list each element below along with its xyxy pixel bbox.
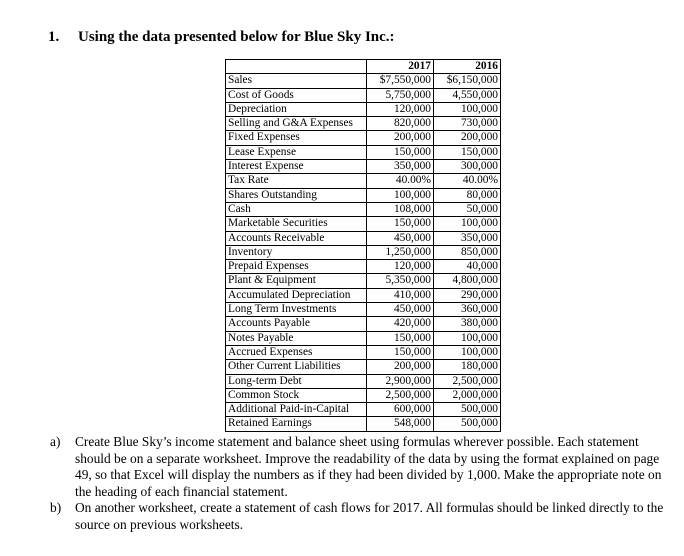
row-label: Fixed Expenses [226,131,367,145]
value-2017: 120,000 [367,102,434,116]
value-2017: 420,000 [367,317,434,331]
table-row [226,145,501,159]
value-2017: 150,000 [367,331,434,345]
value-2016: 100,000 [434,345,501,359]
row-label: Accrued Expenses [226,345,367,359]
table-row [226,288,501,302]
task-item-b [50,500,670,533]
table-row [226,217,501,231]
row-label: Inventory [226,245,367,259]
table-row [226,403,501,417]
value-2017: 1,250,000 [367,245,434,259]
value-2017: 450,000 [367,231,434,245]
row-label: Notes Payable [226,331,367,345]
task-item-a [50,434,670,500]
value-2016: 200,000 [434,131,501,145]
table-header-row [226,60,501,74]
value-2016: 500,000 [434,403,501,417]
row-label: Long Term Investments [226,303,367,317]
table-row [226,131,501,145]
row-label: Marketable Securities [226,217,367,231]
row-label: Plant & Equipment [226,274,367,288]
row-label: Other Current Liabilities [226,360,367,374]
value-2016: 100,000 [434,217,501,231]
task-marker: a) [50,434,61,449]
row-label: Retained Earnings [226,417,367,431]
table-row [226,88,501,102]
row-label: Depreciation [226,102,367,116]
value-2017: 108,000 [367,202,434,216]
value-2016: 2,000,000 [434,388,501,402]
value-2017: 150,000 [367,145,434,159]
value-2016: 300,000 [434,160,501,174]
value-2016: 40,000 [434,260,501,274]
row-label: Tax Rate [226,174,367,188]
row-label: Lease Expense [226,145,367,159]
row-label: Accounts Payable [226,317,367,331]
value-2016: 100,000 [434,331,501,345]
value-2016: $6,150,000 [434,74,501,88]
table-row [226,74,501,88]
table-row [226,374,501,388]
table-row [226,345,501,359]
value-2017: 820,000 [367,117,434,131]
value-2017: 450,000 [367,303,434,317]
value-2016: 380,000 [434,317,501,331]
value-2016: 150,000 [434,145,501,159]
value-2016: 290,000 [434,288,501,302]
header-year-2016: 2016 [434,60,501,74]
value-2017: 150,000 [367,345,434,359]
row-label: Interest Expense [226,160,367,174]
table-row [226,245,501,259]
value-2016: 500,000 [434,417,501,431]
row-label: Selling and G&A Expenses [226,117,367,131]
value-2016: 180,000 [434,360,501,374]
task-list [50,434,670,534]
value-2016: 4,800,000 [434,274,501,288]
value-2017: 40.00% [367,174,434,188]
value-2017: $7,550,000 [367,74,434,88]
value-2017: 2,500,000 [367,388,434,402]
table-row [226,160,501,174]
value-2017: 5,350,000 [367,274,434,288]
table-row [226,231,501,245]
table-row [226,188,501,202]
task-text: On another worksheet, create a statement of cash flows for 2017. All formulas should be linked directly to the source on previous worksheets. [75,500,664,532]
question-number: 1. [48,29,60,45]
value-2016: 2,500,000 [434,374,501,388]
value-2017: 200,000 [367,131,434,145]
value-2017: 410,000 [367,288,434,302]
row-label: Shares Outstanding [226,188,367,202]
value-2016: 350,000 [434,231,501,245]
value-2017: 350,000 [367,160,434,174]
task-marker: b) [50,500,62,516]
value-2016: 50,000 [434,202,501,216]
row-label: Common Stock [226,388,367,402]
table-row [226,360,501,374]
header-year-2017: 2017 [367,60,434,74]
value-2017: 150,000 [367,217,434,231]
row-label: Additional Paid-in-Capital [226,403,367,417]
value-2017: 548,000 [367,417,434,431]
header-empty-cell [226,60,367,74]
value-2017: 200,000 [367,360,434,374]
question-title: Using the data presented below for Blue Sky Inc.: [78,29,395,45]
value-2016: 730,000 [434,117,501,131]
table-row [226,202,501,216]
value-2016: 40.00% [434,174,501,188]
row-label: Accounts Receivable [226,231,367,245]
value-2017: 600,000 [367,403,434,417]
table-row [226,388,501,402]
table-row [226,331,501,345]
row-label: Sales [226,74,367,88]
value-2016: 360,000 [434,303,501,317]
value-2016: 80,000 [434,188,501,202]
row-label: Accumulated Depreciation [226,288,367,302]
table-row [226,117,501,131]
table-row [226,174,501,188]
value-2017: 100,000 [367,188,434,202]
value-2016: 4,550,000 [434,88,501,102]
value-2017: 5,750,000 [367,88,434,102]
table-row [226,102,501,116]
table-row [226,303,501,317]
table-row [226,417,501,431]
value-2017: 2,900,000 [367,374,434,388]
question-heading [48,29,395,46]
value-2016: 100,000 [434,102,501,116]
financial-data-table [225,59,501,432]
table-row [226,274,501,288]
row-label: Cost of Goods [226,88,367,102]
table-row [226,317,501,331]
row-label: Long-term Debt [226,374,367,388]
task-text: Create Blue Sky’s income statement and balance sheet using formulas wherever possible. Each statement should be on a separate worksheet. Improve the readability of the data by using the format explained on page 49, so that Excel will display the numbers as if they had been divided by 1,000. Make the appropriate note on the heading of each financial statement. [75,434,662,499]
value-2016: 850,000 [434,245,501,259]
row-label: Cash [226,202,367,216]
row-label: Prepaid Expenses [226,260,367,274]
table-row [226,260,501,274]
value-2017: 120,000 [367,260,434,274]
